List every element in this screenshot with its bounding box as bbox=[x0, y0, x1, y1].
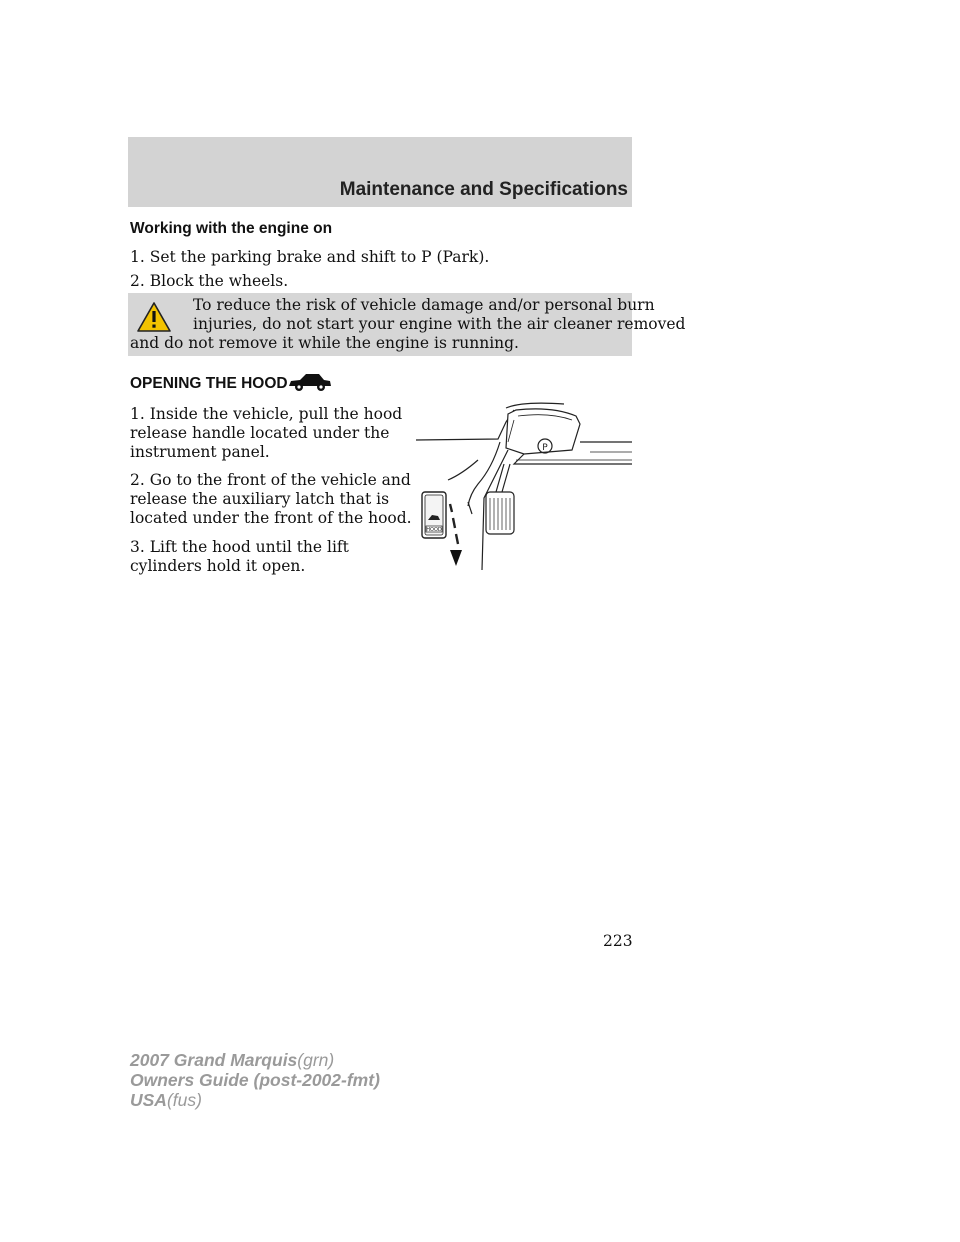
hood-step-1-line-1: 1. Inside the vehicle, pull the hood bbox=[130, 405, 403, 423]
hood-step-1-line-3: instrument panel. bbox=[130, 443, 270, 461]
footer-guide: Owners Guide (post-2002-fmt) bbox=[130, 1070, 380, 1090]
hood-step-3-line-1: 3. Lift the hood until the lift bbox=[130, 538, 349, 556]
section-title-opening-hood: OPENING THE HOOD bbox=[130, 375, 288, 392]
footer-model: 2007 Grand Marquis bbox=[130, 1050, 298, 1070]
page-number: 223 bbox=[603, 932, 633, 950]
footer-region-code: (fus) bbox=[166, 1090, 202, 1110]
hood-step-2-line-2: release the auxiliary latch that is bbox=[130, 490, 390, 508]
subheading-engine-on: Working with the engine on bbox=[130, 220, 333, 237]
warning-line-2: injuries, do not start your engine with the air cleaner removed bbox=[193, 315, 686, 333]
warning-line-3: and do not remove it while the engine is running. bbox=[130, 334, 519, 352]
hood-step-2-line-3: located under the front of the hood. bbox=[130, 509, 412, 527]
page-header-title: Maintenance and Specifications bbox=[339, 179, 628, 200]
step-block-wheels: 2. Block the wheels. bbox=[130, 272, 289, 290]
footer bbox=[130, 1050, 380, 1110]
warning-box bbox=[128, 293, 686, 356]
hood-step-2-line-1: 2. Go to the front of the vehicle and bbox=[130, 471, 411, 489]
footer-region: USA bbox=[130, 1090, 167, 1110]
step-parking-brake: 1. Set the parking brake and shift to P (Park). bbox=[130, 248, 490, 266]
hood-step-1-line-2: release handle located under the bbox=[130, 424, 390, 442]
hood-release-illustration bbox=[412, 402, 634, 570]
header-bar bbox=[128, 137, 632, 207]
warning-line-1: To reduce the risk of vehicle damage and/or personal burn bbox=[193, 296, 655, 314]
car-icon bbox=[287, 371, 333, 393]
hood-step-3-line-2: cylinders hold it open. bbox=[130, 557, 306, 575]
warning-triangle-icon bbox=[136, 301, 172, 333]
hood-label: HOOD bbox=[426, 527, 442, 534]
svg-text:P: P bbox=[542, 443, 548, 453]
footer-model-code: (grn) bbox=[297, 1050, 335, 1070]
